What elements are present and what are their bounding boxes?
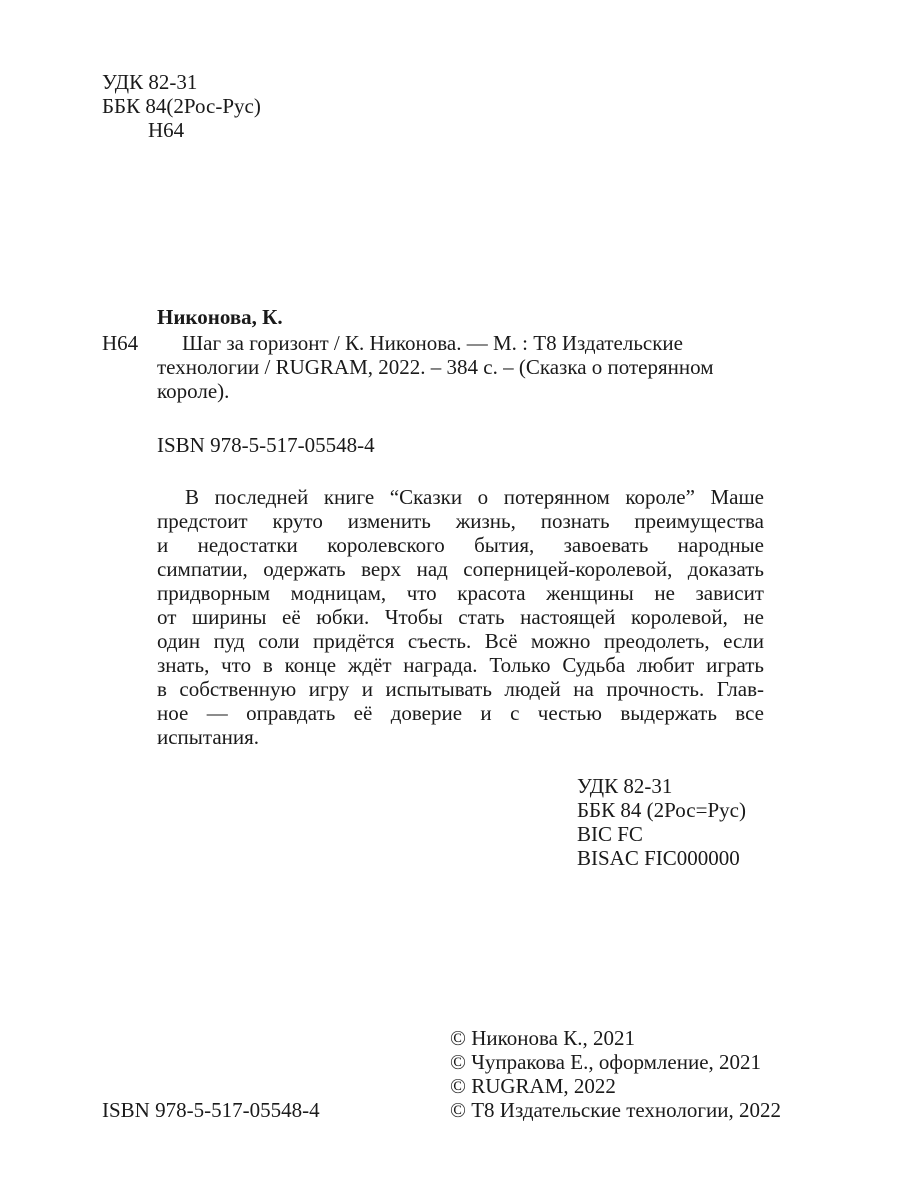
description-line: технологии / RUGRAM, 2022. – 384 с. – (Сказка о потерянном — [157, 355, 714, 379]
annotation-line: испытания. — [157, 725, 260, 749]
description-line: Шаг за горизонт / К. Никонова. — М. : Т8 Издательские — [182, 331, 683, 355]
udk-code: УДК 82-31 — [102, 70, 198, 94]
copyright-line: © Никонова К., 2021 — [450, 1026, 635, 1050]
author-name: Никонова, К. — [157, 305, 283, 329]
copyright-line: © Чупракова Е., оформление, 2021 — [450, 1050, 762, 1074]
annotation-line: и недостатки королевского бытия, завоевать народные — [157, 533, 764, 557]
description-line: короле). — [157, 379, 230, 403]
copyright-block — [450, 1026, 781, 1122]
isbn-main: ISBN 978-5-517-05548-4 — [157, 433, 375, 457]
bic-code: BIC FC — [577, 822, 643, 846]
isbn-bottom: ISBN 978-5-517-05548-4 — [102, 1098, 320, 1122]
annotation — [157, 485, 764, 749]
annotation-line: симпатии, одержать верх над соперницей-королевой, доказать — [157, 557, 764, 581]
bbk-code: ББК 84(2Рос-Рус) — [102, 94, 261, 118]
annotation-line: предстоит круто изменить жизнь, познать преимущества — [157, 509, 764, 533]
copyright-line: © RUGRAM, 2022 — [450, 1074, 616, 1098]
catalog-description — [157, 331, 764, 403]
annotation-line: ное — оправдать её доверие и с честью выдержать все — [157, 701, 764, 725]
bisac-code: BISAC FIC000000 — [577, 846, 740, 870]
annotation-line: от ширины её юбки. Чтобы стать настоящей королевой, не — [157, 605, 764, 629]
bottom-classification — [577, 774, 746, 870]
annotation-line: знать, что в конце ждёт награда. Только Судьба любит играть — [157, 653, 764, 677]
udk-code: УДК 82-31 — [577, 774, 673, 798]
annotation-line: В последней книге “Сказки о потерянном короле” Маше — [185, 485, 764, 509]
copyright-line: © Т8 Издательские технологии, 2022 — [450, 1098, 781, 1122]
author-mark: Н64 — [148, 118, 185, 142]
bbk-code: ББК 84 (2Рос=Рус) — [577, 798, 746, 822]
top-classification — [102, 70, 261, 142]
annotation-line: один пуд соли придётся съесть. Всё можно преодолеть, если — [157, 629, 764, 653]
catalog-entry — [102, 331, 764, 403]
catalog-code: Н64 — [102, 331, 139, 355]
annotation-line: в собственную игру и испытывать людей на прочность. Глав- — [157, 677, 764, 701]
annotation-line: придворным модницам, что красота женщины не зависит — [157, 581, 764, 605]
